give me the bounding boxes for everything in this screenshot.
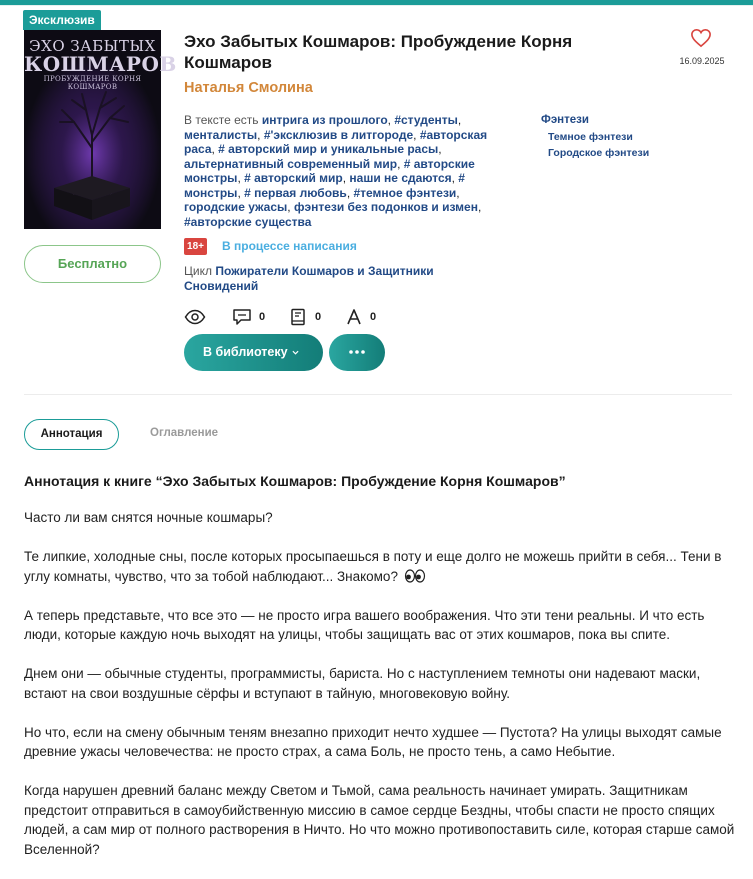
tag-link[interactable]: #'эксклюзив в литгороде: [263, 127, 414, 142]
chevron-down-icon: [292, 349, 299, 356]
more-dots-icon: [349, 350, 365, 354]
book-cover[interactable]: [24, 30, 177, 229]
more-options-button[interactable]: [329, 334, 385, 371]
add-to-library-button[interactable]: [184, 334, 323, 371]
tag-link[interactable]: фэнтези без подонков и измен: [293, 200, 478, 214]
pages-stat: [289, 307, 329, 329]
annotation-paragraph: А теперь представьте, что все это — не просто игра вашего воображения. Что эти тени реальны. И что есть люди, которые каждую ночь выходят на улицы, чтобы защищать вас от этих кошмаров, пока вы спите.: [24, 607, 705, 642]
heart-icon[interactable]: [690, 28, 712, 48]
add-to-library-label: В библиотеку: [203, 345, 288, 359]
free-read-button[interactable]: Бесплатно: [24, 245, 161, 283]
top-accent-bar: [0, 0, 753, 5]
genre-list: [541, 114, 731, 162]
annotation-paragraph: Но что, если на смену обычным теням внезапно приходит нечто худшее — Пустота? На улицы выходят самые древние ужасы человечества: не просто страх, а сама Боль, не просто тень, а само Небытие.: [24, 724, 722, 759]
eye-icon: [184, 308, 206, 326]
tag-link[interactable]: наши не сдаются: [349, 171, 452, 185]
comments-count: 0: [259, 311, 266, 323]
cycle-link[interactable]: Пожиратели Кошмаров и Защитники Сновидений: [184, 264, 434, 293]
section-divider: [24, 394, 732, 395]
text-size-icon: [346, 308, 362, 326]
genre-sub-link[interactable]: Городское фэнтези: [548, 146, 650, 159]
tab-annotation[interactable]: Аннотация: [24, 419, 119, 450]
annotation-paragraph-with-emoji: [24, 547, 744, 586]
tag-link[interactable]: менталисты: [184, 127, 258, 142]
cover-title-line1: ЭХО ЗАБЫТЫХ: [29, 37, 156, 55]
age-rating-badge: 18+: [184, 238, 207, 255]
annotation-heading: Аннотация к книге “Эхо Забытых Кошмаров: Пробуждение Корня Кошмаров”: [24, 473, 566, 489]
tag-link[interactable]: #студенты: [394, 113, 458, 127]
genre-sub-link[interactable]: Темное фэнтези: [548, 131, 633, 143]
pages-count: 0: [315, 311, 322, 323]
tag-list: В тексте есть интрига из прошлого, #студенты, менталисты, #'эксклюзив в литгороде, #авторская раса, # авторский мир и уникальные расы, альтернативный современный мир, # авторские монстры, # авторский мир, наши не сдаются, # монстры, # первая любовь, #темное фэнтези, городские ужасы, фэнтези без подонков и измен, #авторские существа: [184, 113, 488, 229]
tag-link[interactable]: # первая любовь: [244, 185, 347, 200]
tag-link[interactable]: # авторские монстры: [184, 156, 475, 185]
cover-title-line2: КОШМАРОВ: [24, 52, 177, 76]
tag-link[interactable]: интрига из прошлого: [261, 113, 388, 127]
tag-link[interactable]: городские ужасы: [184, 200, 288, 214]
tag-link[interactable]: #авторская раса: [184, 127, 488, 156]
tag-link[interactable]: альтернативный современный мир: [184, 156, 398, 171]
chars-stat: [346, 307, 386, 329]
cycle-lead: Цикл: [184, 264, 216, 278]
cycle-info: [184, 264, 474, 293]
eyes-emoji-icon: [404, 569, 426, 583]
author-link[interactable]: Наталья Смолина: [184, 80, 313, 96]
annotation-paragraph: Часто ли вам снятся ночные кошмары?: [24, 510, 273, 525]
annotation-paragraph: Когда нарушен древний баланс между Светом и Тьмой, сама реальность начинает умирать. Защитникам предстоит отправиться в самоубийственную миссию в самое сердце Бездны, чтобы спасти не просто спящих людей, а сам мир от полного растворения в Ничто. Но что можно противопоставить силе, которая старше самой Вселенной?: [24, 783, 735, 857]
exclusive-badge: Эксклюзив: [23, 10, 101, 30]
tag-link[interactable]: # авторский мир: [244, 171, 343, 185]
publish-date: 16.09.2025: [679, 56, 725, 66]
tag-link[interactable]: # монстры: [184, 171, 465, 200]
chars-count: 0: [370, 311, 377, 323]
book-title: Эхо Забытых Кошмаров: Пробуждение Корня Кошмаров: [184, 32, 573, 72]
book-pages-icon: [289, 308, 307, 326]
annotation-text: [24, 508, 744, 879]
annotation-paragraph: Днем они — обычные студенты, программисты, бариста. Но с наступлением темноты они надевают маски, встают на свои воздушные сёрфы и вступают в тайную, многовековую войну.: [24, 666, 701, 701]
genre-main-link[interactable]: Фэнтези: [541, 114, 589, 126]
tags-lead: В тексте есть: [184, 113, 262, 127]
tab-contents[interactable]: Оглавление: [150, 427, 219, 439]
comments-stat: [232, 307, 272, 329]
tag-link[interactable]: #авторские существа: [184, 214, 312, 229]
annotation-paragraph: Те липкие, холодные сны, после которых просыпаешься в поту и еще долго не можешь прийти в себя... Тени в углу комнаты, чувство, что за тобой наблюдают... Знакомо?: [24, 549, 722, 584]
cover-subtitle: ПРОБУЖДЕНИЕ КОРНЯ КОШМАРОВ: [43, 75, 142, 91]
comment-icon: [232, 308, 252, 326]
tag-link[interactable]: #темное фэнтези: [353, 185, 457, 200]
writing-status: В процессе написания: [222, 239, 357, 253]
tag-link[interactable]: # авторский мир и уникальные расы: [218, 142, 439, 156]
